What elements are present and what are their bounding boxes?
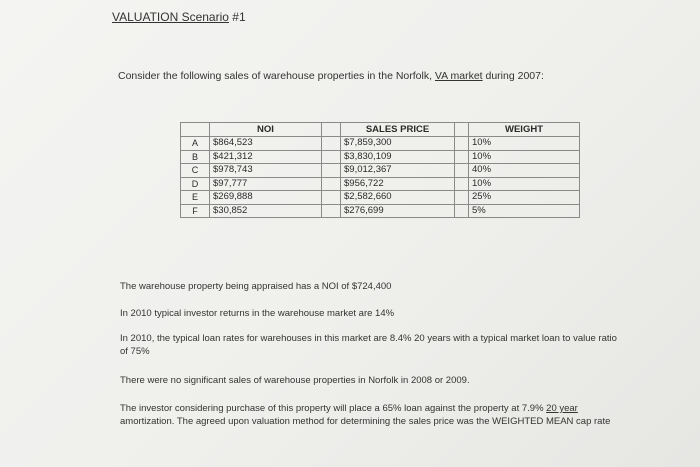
header-noi: NOI xyxy=(210,123,322,137)
row-noi: $30,852 xyxy=(210,204,322,218)
paragraph-noi: The warehouse property being appraised has a NOI of $724,400 xyxy=(120,281,392,292)
row-spacer-cell xyxy=(322,164,341,178)
row-sales-price: $7,859,300 xyxy=(341,137,455,151)
row-id: F xyxy=(181,204,210,218)
header-spacer-cell xyxy=(322,123,341,137)
paragraph-loan-rates: In 2010, the typical loan rates for warehouses in this market are 8.4% 20 years with a typical market loan to value ratio of 75% xyxy=(120,333,617,357)
table-row xyxy=(181,137,580,151)
row-noi: $269,888 xyxy=(210,191,322,205)
row-sales-price: $3,830,109 xyxy=(341,150,455,164)
title-underlined: VALUATION Scenario xyxy=(112,10,229,24)
row-weight: 25% xyxy=(469,191,580,205)
row-id: C xyxy=(181,164,210,178)
row-sales-price: $276,699 xyxy=(341,204,455,218)
header-spacer-cell xyxy=(455,123,469,137)
row-spacer-cell xyxy=(455,204,469,218)
table-row xyxy=(181,150,580,164)
intro-after: during 2007: xyxy=(482,70,544,82)
row-sales-price: $956,722 xyxy=(341,177,455,191)
header-weight: WEIGHT xyxy=(469,123,580,137)
row-weight: 5% xyxy=(469,204,580,218)
table-row xyxy=(181,191,580,205)
table-row xyxy=(181,177,580,191)
row-id: A xyxy=(181,137,210,151)
header-sales-price: SALES PRICE xyxy=(341,123,455,137)
paragraph-part1: The investor considering purchase of this property will place a 65% loan against the property at 7.9% xyxy=(120,403,547,414)
row-spacer-cell xyxy=(322,177,341,191)
row-id: D xyxy=(181,177,210,191)
paragraph-investor-loan xyxy=(120,402,620,428)
row-weight: 40% xyxy=(469,164,580,178)
row-spacer-cell xyxy=(455,177,469,191)
row-spacer-cell xyxy=(322,137,341,151)
row-spacer-cell xyxy=(322,204,341,218)
paragraph-investor-returns: In 2010 typical investor returns in the warehouse market are 14% xyxy=(120,308,395,319)
paragraph-underlined: 20 year xyxy=(546,403,578,414)
row-weight: 10% xyxy=(469,150,580,164)
paragraph-part2: amortization. The agreed upon valuation method for determining the sales price was the WEIGHTED MEAN cap rate xyxy=(120,416,611,427)
table-header-row xyxy=(181,123,580,137)
intro-text xyxy=(118,70,544,82)
row-id: B xyxy=(181,150,210,164)
row-spacer-cell xyxy=(455,137,469,151)
row-weight: 10% xyxy=(469,137,580,151)
row-noi: $421,312 xyxy=(210,150,322,164)
row-sales-price: $2,582,660 xyxy=(341,191,455,205)
row-weight: 10% xyxy=(469,177,580,191)
row-spacer-cell xyxy=(322,191,341,205)
row-spacer-cell xyxy=(322,150,341,164)
row-sales-price: $9,012,367 xyxy=(341,164,455,178)
page-title xyxy=(112,10,246,24)
row-spacer-cell xyxy=(455,150,469,164)
row-spacer-cell xyxy=(455,164,469,178)
row-noi: $864,523 xyxy=(210,137,322,151)
header-empty-cell xyxy=(181,123,210,137)
row-noi: $978,743 xyxy=(210,164,322,178)
intro-underlined: VA market xyxy=(434,70,483,82)
paragraph-no-sales: There were no significant sales of warehouse properties in Norfolk in 2008 or 2009. xyxy=(120,375,470,386)
table-row xyxy=(181,164,580,178)
row-spacer-cell xyxy=(455,191,469,205)
table-row xyxy=(181,204,580,218)
intro-before: Consider the following sales of warehouse properties in the Norfolk, xyxy=(118,70,435,82)
row-noi: $97,777 xyxy=(210,177,322,191)
title-number: #1 xyxy=(228,10,246,24)
sales-table xyxy=(180,122,580,218)
row-id: E xyxy=(181,191,210,205)
